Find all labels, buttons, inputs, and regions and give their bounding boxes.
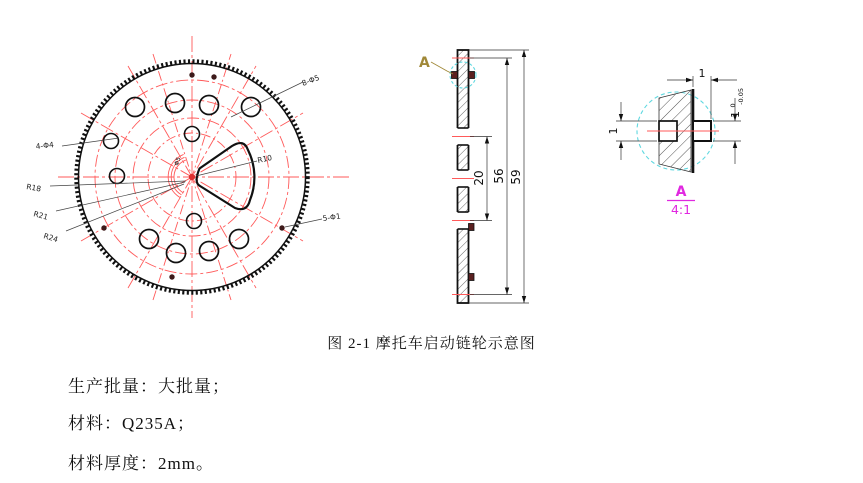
detail-dim-right-tol-upper: 0 [729, 103, 737, 108]
detail-view-a [607, 67, 745, 217]
detail-a-marker [419, 55, 453, 74]
holes-phi4 [104, 127, 202, 229]
detail-dim-left: 1 [607, 127, 620, 135]
side-view-dim-texts [472, 168, 523, 185]
detail-dim-right [725, 88, 745, 118]
label-center-phi5: Φ5 [173, 156, 183, 167]
front-view-sprocket [26, 36, 352, 318]
detail-title-scale: 4:1 [670, 202, 692, 217]
dim-59: 59 [509, 169, 523, 185]
label-8-phi5: 8-Φ5 [300, 72, 321, 88]
label-r24: R24 [42, 231, 60, 245]
label-4-phi4: 4-Φ4 [35, 140, 55, 151]
label-5-phi1: 5-Φ1 [322, 211, 342, 223]
label-r21: R21 [32, 209, 50, 222]
note-material-thickness: 材料厚度：2mm。 [68, 454, 214, 473]
dim-20: 20 [472, 170, 486, 186]
label-r18: R18 [25, 182, 42, 194]
detail-a-letter: A [419, 55, 430, 71]
detail-dim-top: 1 [698, 67, 706, 80]
detail-dim-right-tol-lower: -0.05 [737, 88, 745, 105]
center-hole [189, 174, 195, 180]
note-material: 材料：Q235A； [68, 414, 196, 433]
side-section-view [419, 50, 529, 303]
detail-title-letter: A [675, 184, 687, 200]
label-r10: R10 [256, 153, 273, 165]
note-production-batch: 生产批量：大批量； [68, 377, 230, 396]
figure-caption: 图 2-1 摩托车启动链轮示意图 [327, 336, 536, 352]
dim-56: 56 [492, 168, 506, 184]
leader-lines [50, 82, 322, 231]
detail-dim-right-value: 1 [729, 111, 742, 118]
detail-view-title [667, 184, 695, 217]
